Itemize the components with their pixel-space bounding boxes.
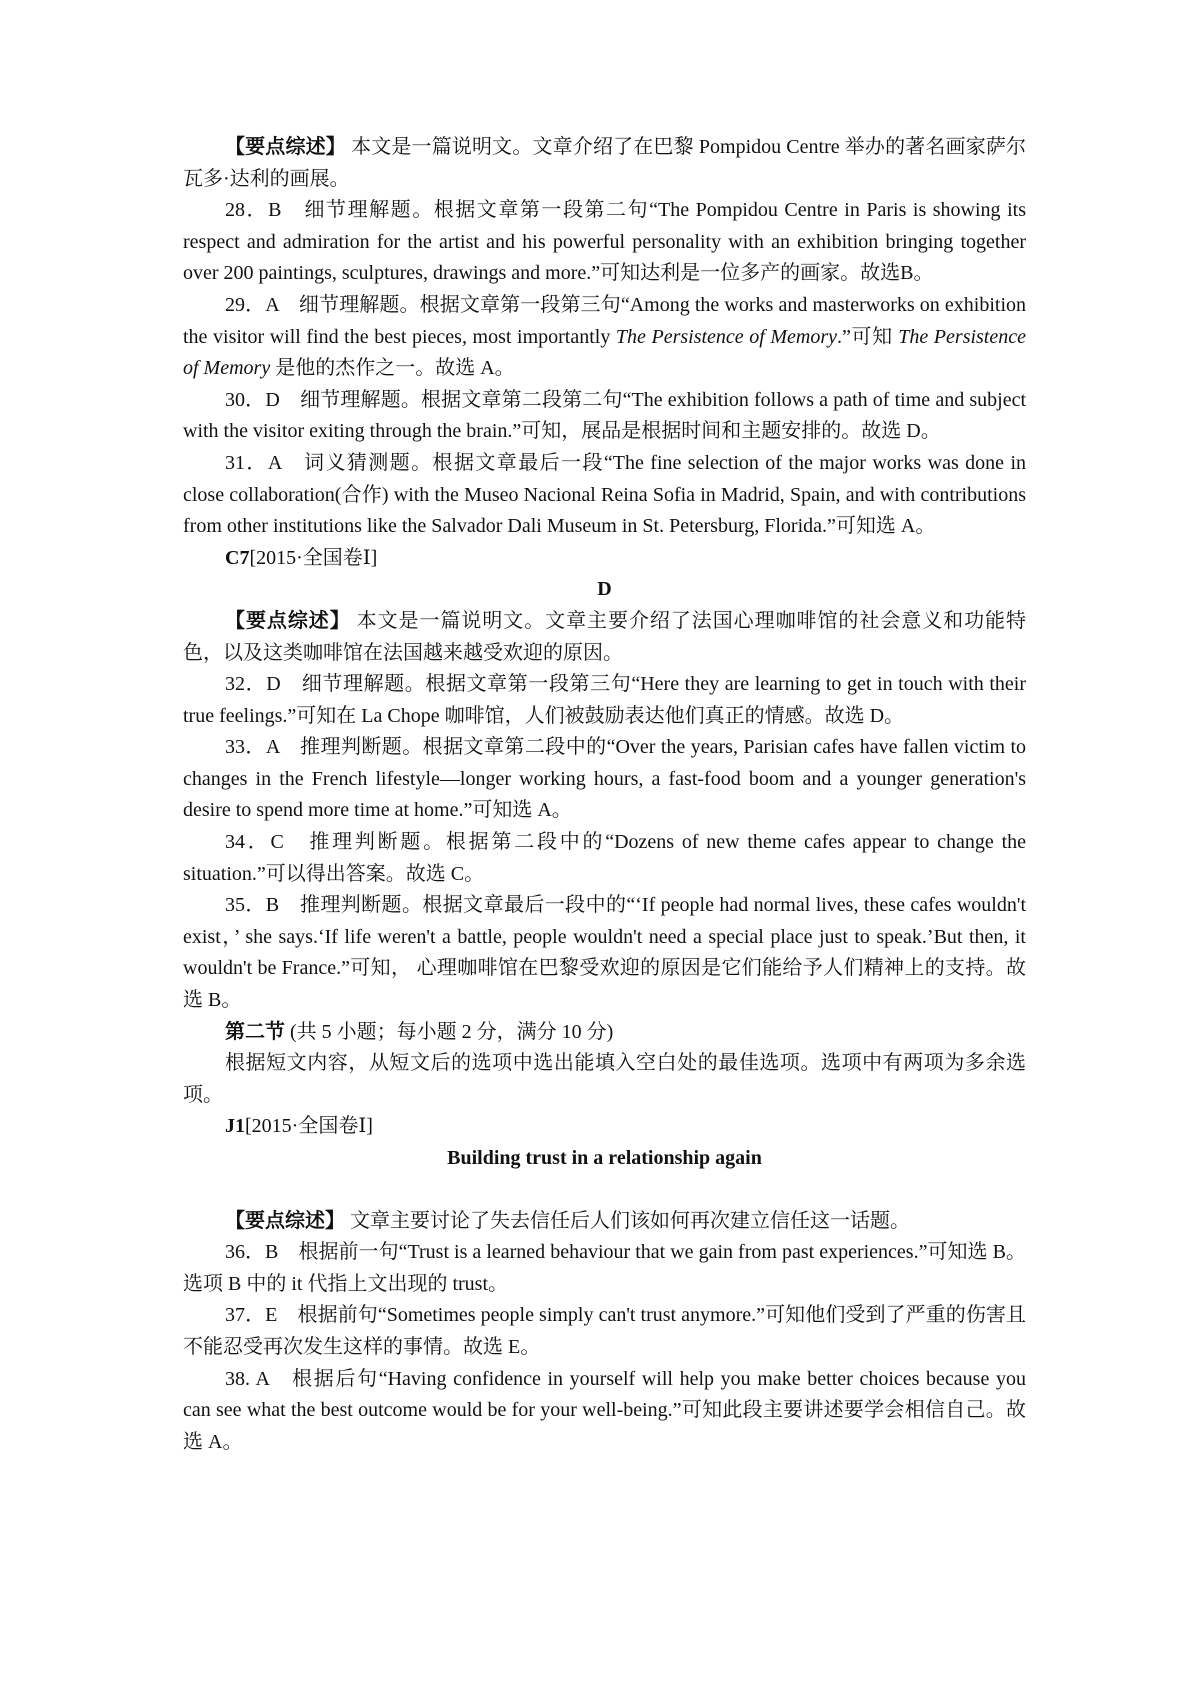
document-page xyxy=(183,132,1026,1458)
source-tag-j1 xyxy=(183,1111,1026,1143)
summary-paragraph-j1 xyxy=(183,1206,1026,1238)
source-code: C7 xyxy=(225,546,250,569)
italic-title: The Persistence of Memory xyxy=(615,325,838,348)
spacer xyxy=(183,1175,1026,1206)
italic-title: The Persistence of Memory xyxy=(183,325,1026,380)
answer-34: 34．C 推理判断题。根据第二段中的“Dozens of new theme cafes appear to change the situation.”可以得出答案。故选 C。 xyxy=(183,831,1026,885)
answer-32: 32．D 细节理解题。根据文章第一段第三句“Here they are learning to get in touch with their true feelings.”可知在 La Chope 咖啡馆，人们被鼓励表达他们真正的情感。故选 D。 xyxy=(183,673,1026,727)
source-text: [2015·全国卷Ⅰ] xyxy=(249,546,378,569)
summary-paragraph-d xyxy=(183,606,1026,669)
answer-35: 35．B 推理判断题。根据文章最后一段中的“‘If people had normal lives, these cafes wouldn't exist，’ she says.‘If life weren't a battle, people wouldn't need a special place just to speak.’But then, it wouldn't be France.”可知， 心理咖啡馆在巴黎受欢迎的原因是它们能给予人们精神上的支持。故选 B。 xyxy=(183,894,1026,1012)
paragraph-text: 本文是一篇说明文。文章主要介绍了法国心理咖啡馆的社会意义和功能特色，以及这类咖啡馆在法国越来越受欢迎的原因。 xyxy=(183,609,1027,664)
answer-36: 36．B 根据前一句“Trust is a learned behaviour that we gain from past experiences.”可知选 B。选项 B 中的 it 代指上文出现的 trust。 xyxy=(183,1241,1026,1295)
answer-29-text-b: .”可知 xyxy=(837,325,899,348)
summary-label: 【要点综述】 xyxy=(225,136,346,158)
passage-title: Building trust in a relationship again xyxy=(447,1147,762,1169)
summary-label: 【要点综述】 xyxy=(225,609,351,632)
paragraph-text: 文章主要讨论了失去信任后人们该如何再次建立信任这一话题。 xyxy=(345,1209,910,1232)
answer-29 xyxy=(183,290,1026,385)
answer-33: 33．A 推理判断题。根据文章第二段中的“Over the years, Parisian cafes have fallen victim to changes in the French lifestyle—longer working hours, a fast-food boom and a younger generation's desire to spend more time at home.”可知选 A。 xyxy=(183,736,1026,822)
answer-29-text-c: 是他的杰作之一。故选 A。 xyxy=(270,357,515,380)
answer-28: 28．B 细节理解题。根据文章第一段第二句“The Pompidou Centre in Paris is showing its respect and admiration for the artist and his powerful personality with an exhibition bringing together over 200 paintings, sculptures, drawings and more.”可知达利是一位多产的画家。故选B。 xyxy=(183,199,1026,285)
answer-31: 31．A 词义猜测题。根据文章最后一段“The fine selection of the major works was done in close collaboration(合作) with the Museo Nacional Reina Sofia in Madrid, Spain, and with contributions from other institutions like the Salvador Dali Museum in St. Petersburg, Florida.”可知选 A。 xyxy=(183,451,1026,538)
source-code: J1 xyxy=(225,1115,245,1138)
section-two-heading xyxy=(183,1017,1026,1049)
section-label: 第二节 xyxy=(225,1020,285,1043)
answer-30: 30．D 细节理解题。根据文章第二段第二句“The exhibition follows a path of time and subject with the visitor exiting through the brain.”可知，展品是根据时间和主题安排的。故选 D。 xyxy=(183,388,1026,443)
answer-37: 37．E 根据前句“Sometimes people simply can't trust anymore.”可知他们受到了严重的伤害且不能忍受再次发生这样的事情。故选 E。 xyxy=(183,1304,1026,1358)
answer-29-text-a: 29．A 细节理解题。根据文章第一段第三句“Among the works and masterworks on exhibition the visitor will find the best pieces, most importantly xyxy=(183,293,1026,348)
summary-label: 【要点综述】 xyxy=(225,1209,345,1232)
source-text: [2015·全国卷Ⅰ] xyxy=(245,1115,373,1138)
answer-38: 38. A 根据后句“Having confidence in yourself will help you make better choices because you can see what the best outcome would be for your well-being.”可知此段主要讲述要学会相信自己。故选 A。 xyxy=(183,1367,1026,1453)
section-instructions: 根据短文内容，从短文后的选项中选出能填入空白处的最佳选项。选项中有两项为多余选项。 xyxy=(183,1052,1026,1106)
summary-paragraph-c6 xyxy=(183,132,1026,195)
source-tag-c7 xyxy=(183,543,1026,575)
section-note: (共 5 小题；每小题 2 分，满分 10 分) xyxy=(285,1020,614,1043)
paragraph-text: 本文是一篇说明文。文章介绍了在巴黎 Pompidou Centre 举办的著名画家萨尔瓦多·达利的画展。 xyxy=(183,136,1027,190)
passage-heading-d: D xyxy=(597,578,612,601)
